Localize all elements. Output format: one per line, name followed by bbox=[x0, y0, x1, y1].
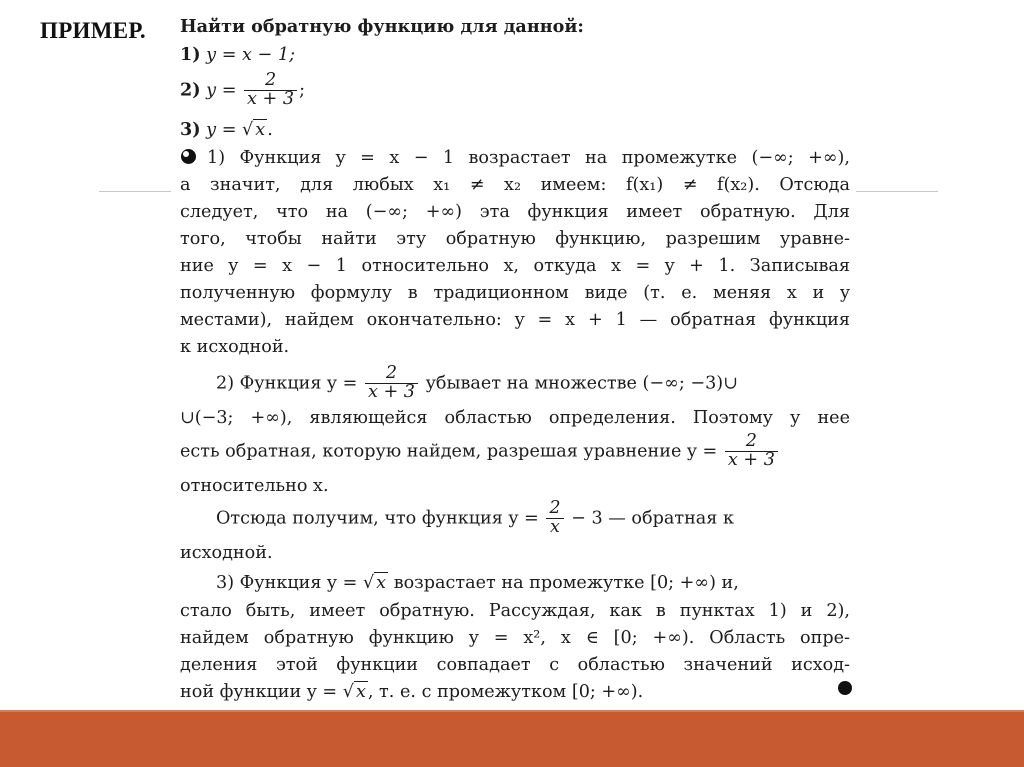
part2-line-5: Отсюда получим, что функция y = $\frac{2}{x}$ − 3 — обратная к bbox=[216, 498, 734, 537]
fraction: $\frac{2}{x}$ bbox=[546, 500, 563, 537]
part3-line-4: деления этой функции совпадает с областью значений исход- bbox=[180, 655, 850, 675]
part3-line-5: ной функции y = √ x , т. е. с промежутком [0; +∞). bbox=[180, 679, 643, 705]
part3-line-1: 3) Функция y = √ x возрастает на промежутке [0; +∞) и, bbox=[216, 570, 739, 596]
part3-line-2: стало быть, имеет обратную. Рассуждая, как в пунктах 1) и 2), bbox=[180, 601, 850, 621]
solution-line: полученную формулу в традиционном виде (т. е. меняя x и y bbox=[180, 283, 850, 303]
scanned-textbook-page bbox=[180, 8, 862, 703]
left-divider bbox=[99, 191, 171, 192]
end-of-proof-dot-icon bbox=[838, 681, 852, 695]
fraction: $\frac{2}{x + 3}$ bbox=[244, 72, 297, 109]
slide-heading: ПРИМЕР. bbox=[40, 18, 146, 43]
problem-intro: Найти обратную функцию для данной: bbox=[180, 16, 584, 37]
problem-item-2: 2) y = $\frac{2}{x + 3}$ ; bbox=[180, 70, 306, 109]
square-root: √ x bbox=[342, 682, 366, 702]
part2-line-4: относительно x. bbox=[180, 476, 329, 496]
ballpoint-dot-icon bbox=[180, 148, 197, 165]
square-root: √ x bbox=[362, 573, 387, 593]
solution-line: следует, что на (−∞; +∞) эта функция имеет обратную. Для bbox=[180, 202, 850, 222]
part2-line-1: 2) Функция y = $\frac{2}{x + 3}$ убывает на множестве (−∞; −3)∪ bbox=[216, 363, 738, 402]
fraction: $\frac{2}{x + 3}$ bbox=[365, 365, 418, 402]
right-divider bbox=[856, 191, 938, 192]
square-root: √ x bbox=[242, 120, 266, 140]
problem-item-3: 3) y = √ x . bbox=[180, 117, 273, 143]
solution-line: а значит, для любых x₁ ≠ x₂ имеем: f(x₁) ≠ f(x₂). Отсюда bbox=[180, 175, 850, 195]
solution-line: местами), найдем окончательно: y = x + 1 — обратная функция bbox=[180, 310, 850, 330]
footer-bar bbox=[0, 712, 1024, 767]
fraction: $\frac{2}{x + 3}$ bbox=[725, 433, 778, 470]
solution-line: того, чтобы найти эту обратную функцию, разрешим уравне- bbox=[180, 229, 850, 249]
solution-line: к исходной. bbox=[180, 337, 290, 357]
solution-line: 1) Функция y = x − 1 возрастает на промежутке (−∞; +∞), bbox=[180, 145, 850, 171]
part2-line-2: ∪(−3; +∞), являющейся областью определения. Поэтому у нее bbox=[180, 408, 850, 428]
part2-line-3: есть обратная, которую найдем, разрешая уравнение y = $\frac{2}{x + 3}$ bbox=[180, 433, 780, 470]
part2-line-6: исходной. bbox=[180, 543, 273, 563]
solution-line: ние y = x − 1 относительно x, откуда x = y + 1. Записывая bbox=[180, 256, 850, 276]
part3-line-3: найдем обратную функцию y = x², x ∈ [0; +∞). Область опре- bbox=[180, 628, 850, 648]
problem-item-1: 1) y = x − 1; bbox=[180, 44, 296, 65]
